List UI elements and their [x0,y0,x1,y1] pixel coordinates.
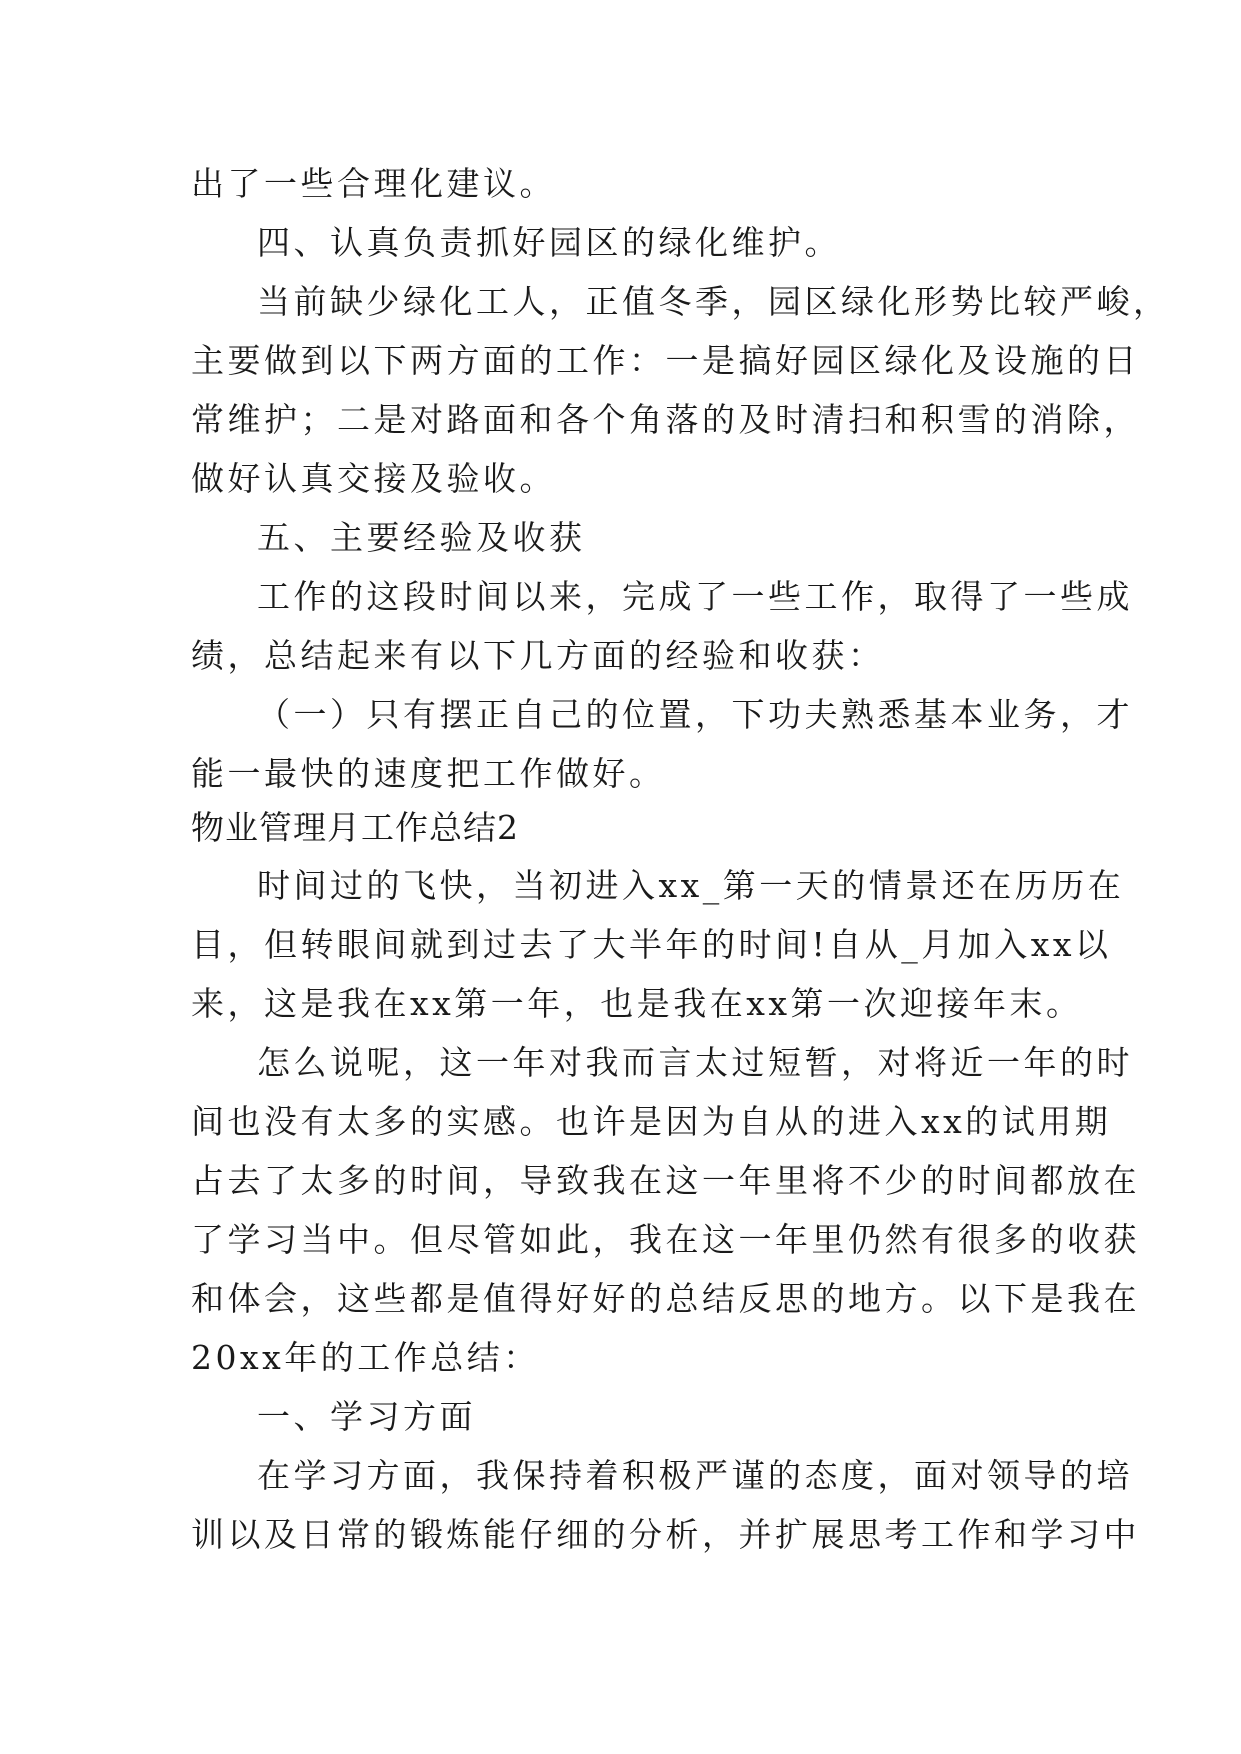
body-text-line: 绩，总结起来有以下几方面的经验和收获： [191,636,885,675]
body-text-line: 训以及日常的锻炼能仔细的分析，并扩展思考工作和学习中 [191,1515,1140,1554]
body-text-line: 做好认真交接及验收。 [191,459,556,498]
section-heading: 五、主要经验及收获 [257,518,586,557]
body-text-line: 在学习方面，我保持着积极严谨的态度，面对领导的培 [257,1456,1133,1495]
body-text-line: 当前缺少绿化工人，正值冬季，园区绿化形势比较严峻， [257,282,1170,321]
body-text-line: 间也没有太多的实感。也许是因为自从的进入xx的试用期 [191,1102,1112,1141]
body-text-line: 工作的这段时间以来，完成了一些工作，取得了一些成 [257,577,1133,616]
body-text-line: 常维护；二是对路面和各个角落的及时清扫和积雪的消除， [191,400,1140,439]
body-text-line: 20xx年的工作总结： [191,1338,540,1377]
section-heading: 四、认真负责抓好园区的绿化维护。 [257,223,841,262]
body-text-line: （一）只有摆正自己的位置，下功夫熟悉基本业务，才 [257,695,1133,734]
body-text-line: 和体会，这些都是值得好好的总结反思的地方。以下是我在 [191,1279,1140,1318]
body-text-line: 目，但转眼间就到过去了大半年的时间!自从_月加入xx以 [191,925,1112,964]
body-text-line: 怎么说呢，这一年对我而言太过短暂，对将近一年的时 [257,1043,1133,1082]
body-text-line: 主要做到以下两方面的工作：一是搞好园区绿化及设施的日 [191,341,1140,380]
body-text-line: 时间过的飞快，当初进入xx_第一天的情景还在历历在 [257,866,1125,905]
section-heading: 一、学习方面 [257,1397,476,1436]
body-text-line: 能一最快的速度把工作做好。 [191,754,666,793]
document-title: 物业管理月工作总结2 [191,808,519,847]
body-text-line: 占去了太多的时间，导致我在这一年里将不少的时间都放在 [191,1161,1140,1200]
body-text-line: 来，这是我在xx第一年，也是我在xx第一次迎接年末。 [191,984,1083,1023]
body-text-line: 出了一些合理化建议。 [191,164,556,203]
body-text-line: 了学习当中。但尽管如此，我在这一年里仍然有很多的收获 [191,1220,1140,1259]
